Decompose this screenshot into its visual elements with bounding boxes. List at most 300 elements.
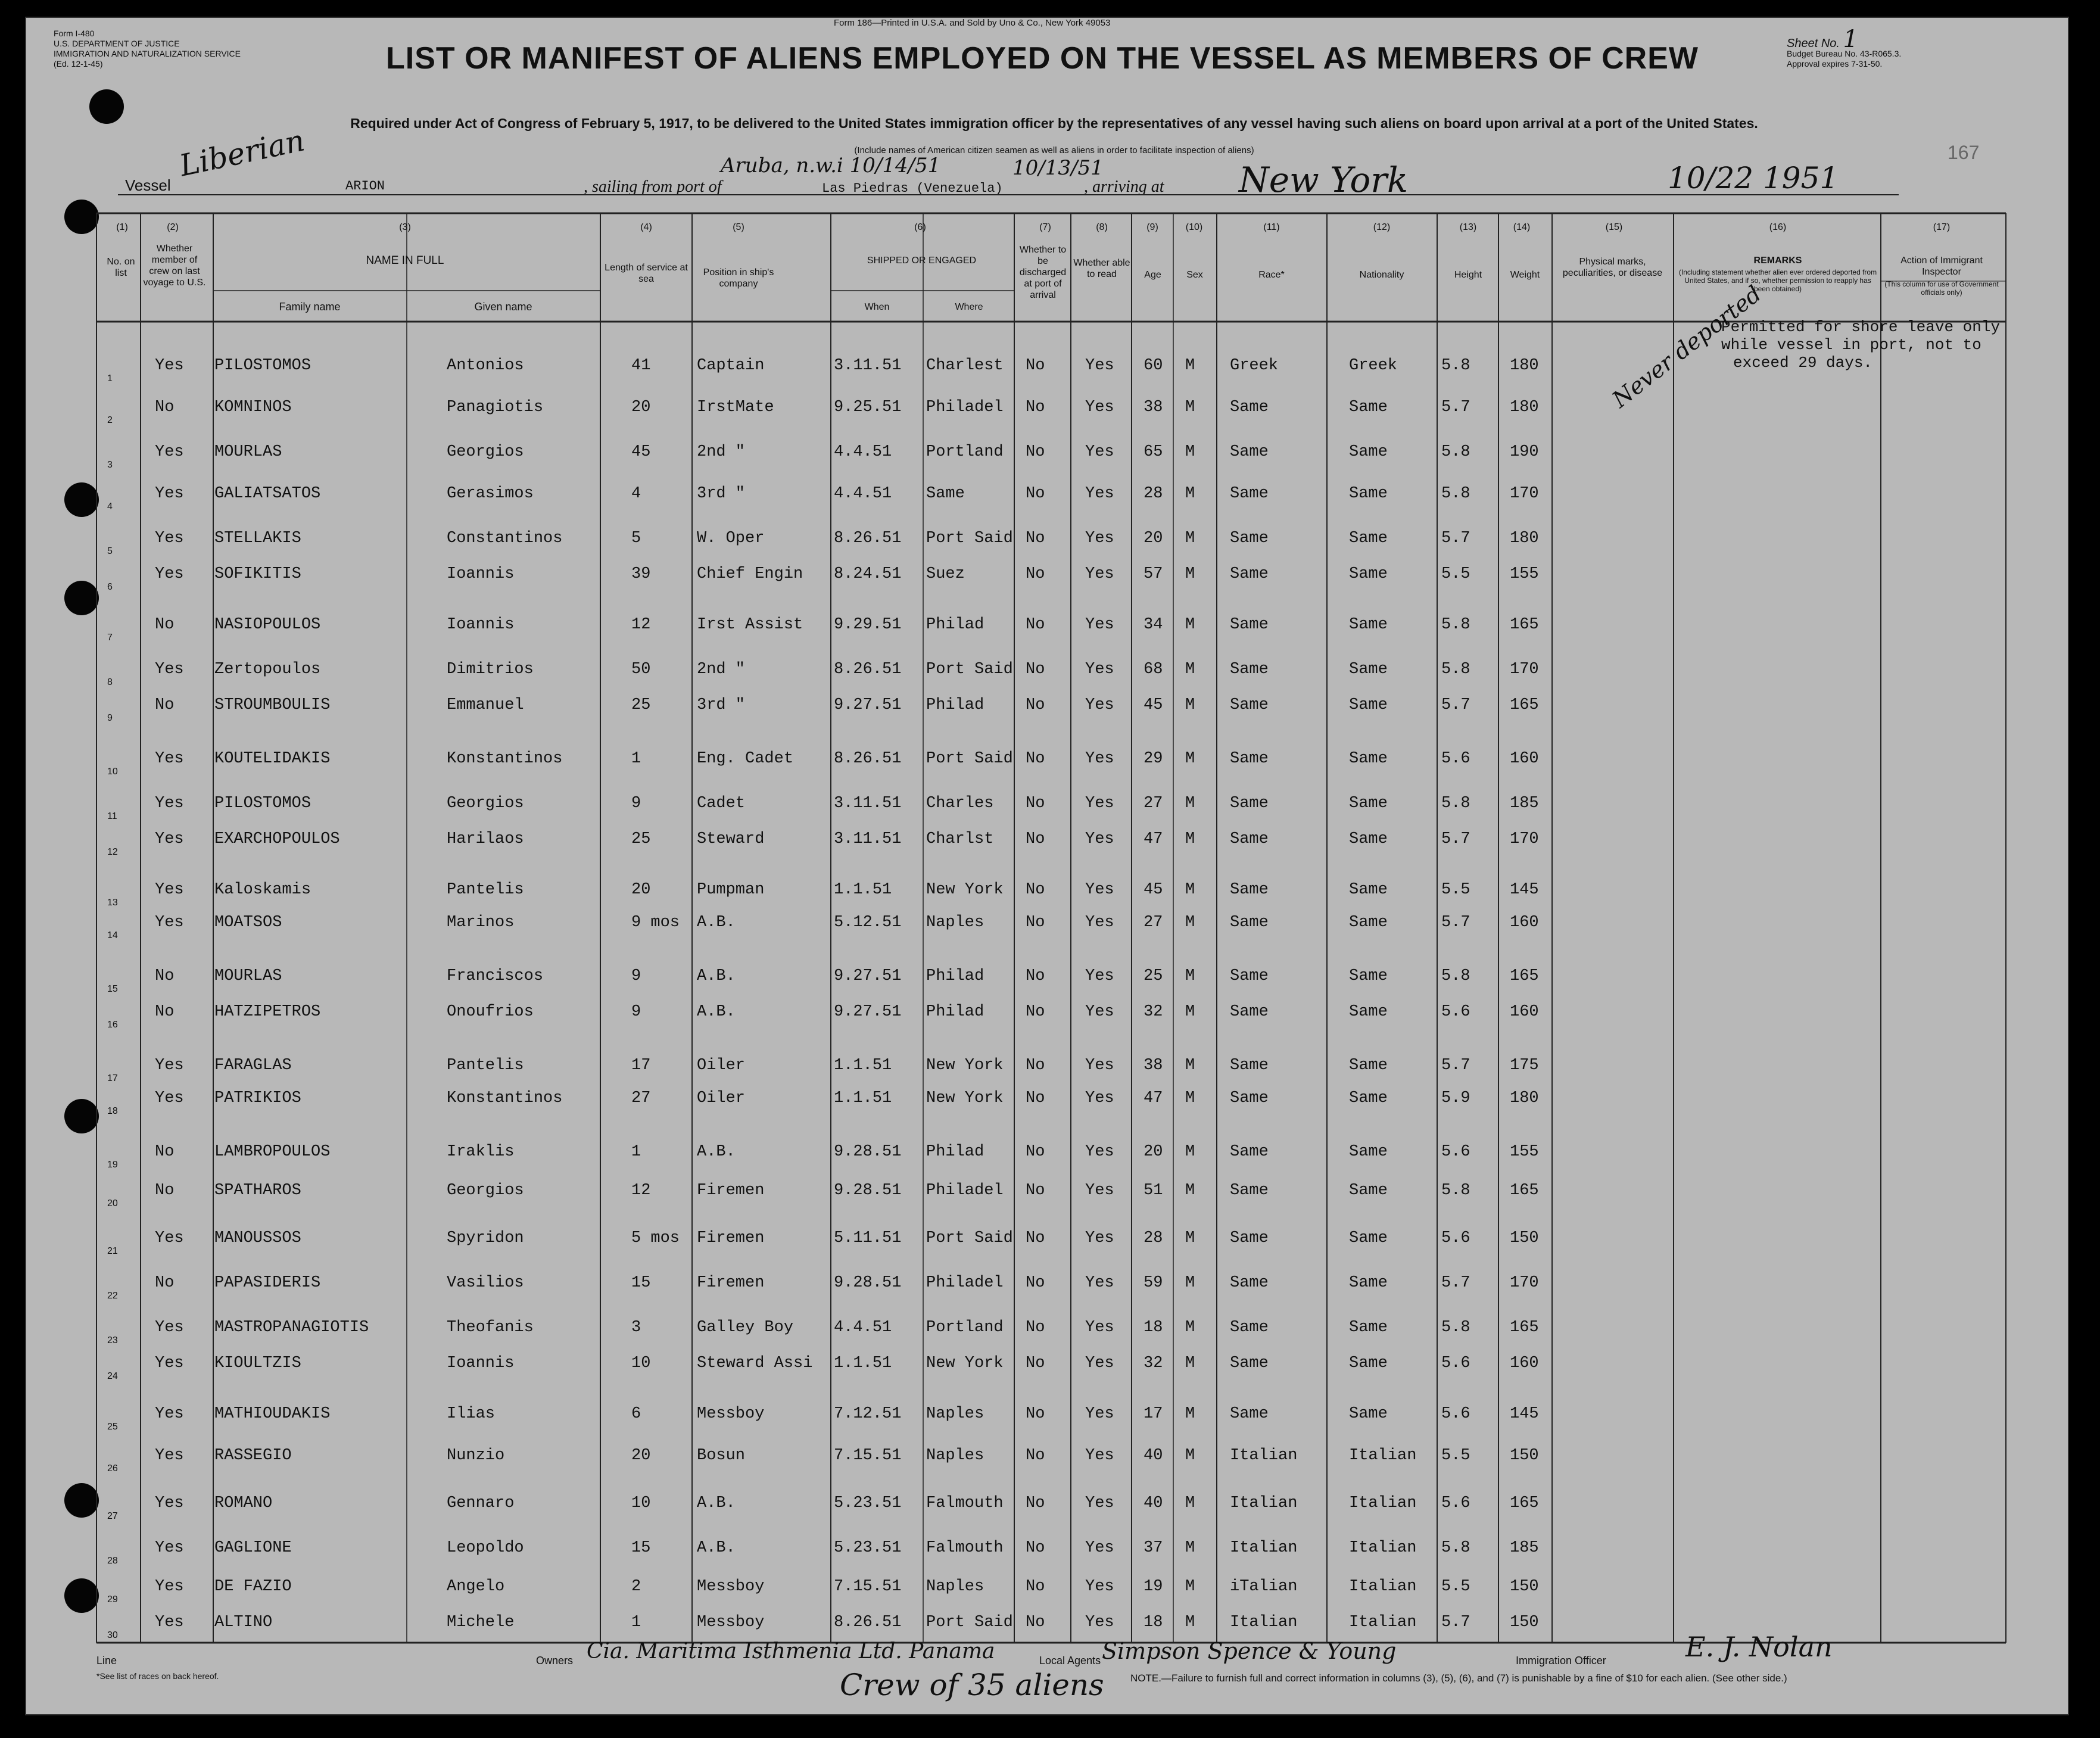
nationality-cell: Same bbox=[1349, 795, 1388, 812]
when-cell: 4.4.51 bbox=[834, 485, 892, 503]
sex-cell: M bbox=[1185, 530, 1195, 547]
colnum-11: (11) bbox=[1263, 222, 1280, 232]
prev-cell: Yes bbox=[155, 795, 184, 812]
family-name-cell: KOMNINOS bbox=[214, 398, 292, 416]
prev-cell: Yes bbox=[155, 1229, 184, 1247]
age-cell: 38 bbox=[1144, 398, 1163, 416]
prev-cell: No bbox=[155, 616, 175, 634]
nationality-cell: Same bbox=[1349, 1057, 1388, 1074]
race-cell: Same bbox=[1230, 1003, 1269, 1021]
read-cell: Yes bbox=[1085, 1405, 1114, 1423]
line-number-cell: 12 bbox=[107, 847, 118, 857]
discharged-cell: No bbox=[1026, 398, 1045, 416]
when-cell: 9.28.51 bbox=[834, 1182, 902, 1200]
position-cell: Irst Assist bbox=[697, 616, 803, 634]
service-cell: 41 bbox=[631, 357, 651, 375]
requirement-text: Required under Act of Congress of February 5, 1917, to be delivered to the United States immigration officer by the representatives of any vessel having such aliens on board upon arrival at a port of the United States. bbox=[350, 116, 1758, 131]
race-cell: Same bbox=[1230, 967, 1269, 985]
sex-cell: M bbox=[1185, 565, 1195, 583]
race-cell: Same bbox=[1230, 398, 1269, 416]
age-cell: 40 bbox=[1144, 1447, 1163, 1465]
weight-cell: 155 bbox=[1510, 565, 1539, 583]
position-cell: IrstMate bbox=[697, 398, 774, 416]
prev-cell: Yes bbox=[155, 1405, 184, 1423]
race-cell: Same bbox=[1230, 830, 1269, 848]
line-number-cell: 10 bbox=[107, 767, 118, 777]
discharged-cell: No bbox=[1026, 795, 1045, 812]
line-number-cell: 14 bbox=[107, 930, 118, 940]
age-cell: 38 bbox=[1144, 1057, 1163, 1074]
race-cell: Same bbox=[1230, 1182, 1269, 1200]
weight-cell: 180 bbox=[1510, 398, 1539, 416]
hdr-action-note: (This column for use of Government officials only) bbox=[1884, 280, 1999, 297]
sex-cell: M bbox=[1185, 443, 1195, 461]
service-cell: 4 bbox=[631, 485, 641, 503]
family-name-cell: KIOULTZIS bbox=[214, 1354, 301, 1372]
race-cell: Italian bbox=[1230, 1614, 1298, 1631]
age-cell: 27 bbox=[1144, 914, 1163, 932]
arrival-port: New York bbox=[1239, 160, 1409, 200]
race-cell: Same bbox=[1230, 1143, 1269, 1161]
race-cell: Same bbox=[1230, 914, 1269, 932]
height-cell: 5.6 bbox=[1441, 1405, 1470, 1423]
stamp-number: 167 bbox=[1948, 142, 1980, 163]
race-cell: Same bbox=[1230, 565, 1269, 583]
nationality-cell: Same bbox=[1349, 530, 1388, 547]
position-cell: Galley Boy bbox=[697, 1319, 794, 1337]
family-name-cell: PILOSTOMOS bbox=[214, 795, 311, 812]
binder-hole bbox=[64, 200, 99, 234]
race-cell: Same bbox=[1230, 1089, 1269, 1107]
service-cell: 1 bbox=[631, 750, 641, 768]
height-cell: 5.7 bbox=[1441, 696, 1470, 714]
nationality-cell: Italian bbox=[1349, 1539, 1417, 1557]
service-cell: 25 bbox=[631, 830, 651, 848]
discharged-cell: No bbox=[1026, 530, 1045, 547]
edition: (Ed. 12-1-45) bbox=[54, 59, 103, 68]
service-name: IMMIGRATION AND NATURALIZATION SERVICE bbox=[54, 49, 241, 58]
sex-cell: M bbox=[1185, 485, 1195, 503]
when-cell: 9.27.51 bbox=[834, 1003, 902, 1021]
prev-cell: Yes bbox=[155, 1614, 184, 1631]
line-number-cell: 9 bbox=[107, 713, 113, 723]
given-name-cell: Iraklis bbox=[447, 1143, 515, 1161]
given-name-cell: Harilaos bbox=[447, 830, 524, 848]
nationality-cell: Italian bbox=[1349, 1494, 1417, 1512]
where-cell: Port Said bbox=[926, 750, 1013, 768]
weight-cell: 165 bbox=[1510, 1494, 1539, 1512]
service-cell: 3 bbox=[631, 1319, 641, 1337]
position-cell: W. Oper bbox=[697, 530, 765, 547]
weight-cell: 185 bbox=[1510, 1539, 1539, 1557]
line-number-cell: 2 bbox=[107, 415, 113, 425]
discharged-cell: No bbox=[1026, 1057, 1045, 1074]
read-cell: Yes bbox=[1085, 443, 1114, 461]
when-cell: 9.27.51 bbox=[834, 696, 902, 714]
age-cell: 32 bbox=[1144, 1354, 1163, 1372]
race-cell: Same bbox=[1230, 1319, 1269, 1337]
family-name-cell: SPATHAROS bbox=[214, 1182, 301, 1200]
read-cell: Yes bbox=[1085, 1089, 1114, 1107]
sex-cell: M bbox=[1185, 357, 1195, 375]
given-name-cell: Georgios bbox=[447, 1182, 524, 1200]
crew-total: Crew of 35 aliens bbox=[840, 1668, 1104, 1702]
given-name-cell: Konstantinos bbox=[447, 1089, 563, 1107]
colnum-8: (8) bbox=[1096, 222, 1108, 232]
sheet-number: 1 bbox=[1843, 26, 1858, 53]
when-cell: 7.12.51 bbox=[834, 1405, 902, 1423]
given-name-cell: Franciscos bbox=[447, 967, 544, 985]
sheet-label: Sheet No. bbox=[1787, 37, 1840, 50]
nationality-cell: Greek bbox=[1349, 357, 1398, 375]
when-cell: 4.4.51 bbox=[834, 1319, 892, 1337]
sheet-block bbox=[1787, 26, 1902, 69]
read-cell: Yes bbox=[1085, 398, 1114, 416]
height-cell: 5.8 bbox=[1441, 1539, 1470, 1557]
family-name-cell: STROUMBOULIS bbox=[214, 696, 331, 714]
weight-cell: 160 bbox=[1510, 914, 1539, 932]
colnum-10: (10) bbox=[1185, 222, 1203, 232]
height-cell: 5.8 bbox=[1441, 661, 1470, 678]
service-cell: 20 bbox=[631, 881, 651, 899]
discharged-cell: No bbox=[1026, 881, 1045, 899]
family-name-cell: PILOSTOMOS bbox=[214, 357, 311, 375]
sex-cell: M bbox=[1185, 1057, 1195, 1074]
printer-line: Form 186—Printed in U.S.A. and Sold by Uno & Co., New York 49053 bbox=[834, 18, 1111, 28]
colnum-2: (2) bbox=[167, 222, 179, 232]
where-cell: Portland bbox=[926, 443, 1004, 461]
sex-cell: M bbox=[1185, 1539, 1195, 1557]
where-cell: Suez bbox=[926, 565, 965, 583]
service-cell: 5 mos bbox=[631, 1229, 680, 1247]
when-cell: 3.11.51 bbox=[834, 795, 902, 812]
nationality-cell: Same bbox=[1349, 616, 1388, 634]
line-number-cell: 27 bbox=[107, 1511, 118, 1521]
weight-cell: 180 bbox=[1510, 530, 1539, 547]
prev-cell: Yes bbox=[155, 661, 184, 678]
read-cell: Yes bbox=[1085, 661, 1114, 678]
line-number-cell: 5 bbox=[107, 546, 113, 556]
line-number-cell: 19 bbox=[107, 1160, 118, 1170]
discharged-cell: No bbox=[1026, 1143, 1045, 1161]
position-cell: Oiler bbox=[697, 1089, 746, 1107]
colnum-9: (9) bbox=[1146, 222, 1158, 232]
colnum-7: (7) bbox=[1039, 222, 1051, 232]
arriving-label: , arriving at bbox=[1084, 177, 1164, 196]
position-cell: A.B. bbox=[697, 914, 736, 932]
nationality-cell: Italian bbox=[1349, 1447, 1417, 1465]
service-cell: 1 bbox=[631, 1614, 641, 1631]
discharged-cell: No bbox=[1026, 1089, 1045, 1107]
age-cell: 51 bbox=[1144, 1182, 1163, 1200]
sex-cell: M bbox=[1185, 1319, 1195, 1337]
read-cell: Yes bbox=[1085, 565, 1114, 583]
position-cell: 3rd " bbox=[697, 696, 746, 714]
prev-cell: Yes bbox=[155, 750, 184, 768]
height-cell: 5.5 bbox=[1441, 1578, 1470, 1596]
prev-cell: No bbox=[155, 398, 175, 416]
where-cell: Portland bbox=[926, 1319, 1004, 1337]
read-cell: Yes bbox=[1085, 795, 1114, 812]
hdr-sex: Sex bbox=[1186, 270, 1203, 280]
age-cell: 20 bbox=[1144, 1143, 1163, 1161]
line-number-cell: 4 bbox=[107, 502, 113, 512]
hdr-no-on-list: No. on list bbox=[107, 257, 135, 278]
colnum-3: (3) bbox=[399, 222, 411, 232]
department-block bbox=[54, 29, 241, 69]
family-name-cell: Kaloskamis bbox=[214, 881, 311, 899]
colnum-6: (6) bbox=[914, 222, 926, 232]
given-name-cell: Antonios bbox=[447, 357, 524, 375]
sex-cell: M bbox=[1185, 914, 1195, 932]
remarks-typed-2: while vessel in port, not to bbox=[1721, 336, 1981, 354]
where-cell: Falmouth bbox=[926, 1494, 1004, 1512]
vessel-line-rule bbox=[118, 194, 1899, 195]
given-name-cell: Pantelis bbox=[447, 1057, 524, 1074]
when-cell: 1.1.51 bbox=[834, 1354, 892, 1372]
remarks-typed-1: Permitted for shore leave only bbox=[1721, 318, 2001, 336]
line-number-cell: 24 bbox=[107, 1371, 118, 1381]
line-number-cell: 28 bbox=[107, 1556, 118, 1566]
sex-cell: M bbox=[1185, 1405, 1195, 1423]
owners-value: Cia. Maritima Isthmenia Ltd. Panama bbox=[587, 1639, 995, 1664]
prev-cell: Yes bbox=[155, 1354, 184, 1372]
colnum-1: (1) bbox=[116, 222, 128, 232]
read-cell: Yes bbox=[1085, 1003, 1114, 1021]
sex-cell: M bbox=[1185, 750, 1195, 768]
binder-hole bbox=[64, 581, 99, 615]
include-note: (Include names of American citizen seamen as well as aliens in order to facilitate inspection of aliens) bbox=[854, 145, 1254, 155]
sex-cell: M bbox=[1185, 1494, 1195, 1512]
where-cell: Falmouth bbox=[926, 1539, 1004, 1557]
position-cell: Eng. Cadet bbox=[697, 750, 794, 768]
service-cell: 9 bbox=[631, 795, 641, 812]
service-cell: 25 bbox=[631, 696, 651, 714]
arrival-date: 10/22 1951 bbox=[1668, 161, 1839, 195]
sex-cell: M bbox=[1185, 1143, 1195, 1161]
vessel-name: ARION bbox=[345, 179, 385, 194]
given-name-cell: Ioannis bbox=[447, 1354, 515, 1372]
position-cell: A.B. bbox=[697, 1003, 736, 1021]
hdr-where: Where bbox=[955, 302, 983, 312]
race-cell: Greek bbox=[1230, 357, 1279, 375]
read-cell: Yes bbox=[1085, 967, 1114, 985]
sex-cell: M bbox=[1185, 967, 1195, 985]
family-name-cell: ROMANO bbox=[214, 1494, 273, 1512]
prev-cell: No bbox=[155, 967, 175, 985]
family-name-cell: PAPASIDERIS bbox=[214, 1274, 321, 1292]
weight-cell: 170 bbox=[1510, 661, 1539, 678]
race-cell: Same bbox=[1230, 1274, 1269, 1292]
service-cell: 1 bbox=[631, 1143, 641, 1161]
where-cell: Philadel bbox=[926, 398, 1004, 416]
race-cell: Same bbox=[1230, 1229, 1269, 1247]
height-cell: 5.8 bbox=[1441, 1319, 1470, 1337]
discharged-cell: No bbox=[1026, 357, 1045, 375]
service-cell: 9 bbox=[631, 1003, 641, 1021]
where-cell: New York bbox=[926, 1057, 1004, 1074]
race-cell: Same bbox=[1230, 795, 1269, 812]
height-cell: 5.8 bbox=[1441, 795, 1470, 812]
position-cell: Messboy bbox=[697, 1405, 765, 1423]
position-cell: A.B. bbox=[697, 1539, 736, 1557]
weight-cell: 155 bbox=[1510, 1143, 1539, 1161]
family-name-cell: DE FAZIO bbox=[214, 1578, 292, 1596]
where-cell: Philad bbox=[926, 616, 984, 634]
sex-cell: M bbox=[1185, 795, 1195, 812]
weight-cell: 165 bbox=[1510, 1182, 1539, 1200]
age-cell: 18 bbox=[1144, 1614, 1163, 1631]
family-name-cell: GAGLIONE bbox=[214, 1539, 292, 1557]
when-cell: 9.27.51 bbox=[834, 967, 902, 985]
port-date-handwritten: 10/13/51 bbox=[1012, 156, 1104, 180]
when-cell: 5.12.51 bbox=[834, 914, 902, 932]
age-cell: 20 bbox=[1144, 530, 1163, 547]
sex-cell: M bbox=[1185, 1089, 1195, 1107]
weight-cell: 180 bbox=[1510, 1089, 1539, 1107]
colnum-16: (16) bbox=[1769, 222, 1787, 232]
sex-cell: M bbox=[1185, 1274, 1195, 1292]
height-cell: 5.7 bbox=[1441, 1614, 1470, 1631]
read-cell: Yes bbox=[1085, 1354, 1114, 1372]
age-cell: 60 bbox=[1144, 357, 1163, 375]
where-cell: Naples bbox=[926, 1578, 984, 1596]
line-number-cell: 22 bbox=[107, 1291, 118, 1301]
position-cell: 2nd " bbox=[697, 443, 746, 461]
where-cell: Port Said bbox=[926, 661, 1013, 678]
read-cell: Yes bbox=[1085, 485, 1114, 503]
where-cell: Philad bbox=[926, 967, 984, 985]
races-note: *See list of races on back hereof. bbox=[96, 1671, 219, 1681]
prev-cell: Yes bbox=[155, 443, 184, 461]
given-name-cell: Angelo bbox=[447, 1578, 505, 1596]
owners-label: Owners bbox=[536, 1655, 574, 1667]
position-cell: Chief Engin bbox=[697, 565, 803, 583]
family-name-cell: PATRIKIOS bbox=[214, 1089, 301, 1107]
prev-cell: Yes bbox=[155, 830, 184, 848]
weight-cell: 150 bbox=[1510, 1578, 1539, 1596]
position-cell: Steward bbox=[697, 830, 765, 848]
height-cell: 5.8 bbox=[1441, 967, 1470, 985]
hdr-nationality: Nationality bbox=[1359, 270, 1404, 280]
height-cell: 5.6 bbox=[1441, 1494, 1470, 1512]
nationality-cell: Same bbox=[1349, 1405, 1388, 1423]
line-number-cell: 23 bbox=[107, 1335, 118, 1345]
sex-cell: M bbox=[1185, 398, 1195, 416]
discharged-cell: No bbox=[1026, 1494, 1045, 1512]
where-cell: Charles bbox=[926, 795, 994, 812]
given-name-cell: Michele bbox=[447, 1614, 515, 1631]
given-name-cell: Ilias bbox=[447, 1405, 496, 1423]
prev-cell: Yes bbox=[155, 1057, 184, 1074]
read-cell: Yes bbox=[1085, 1319, 1114, 1337]
hdr-physical-marks: Physical marks, peculiarities, or disease bbox=[1562, 257, 1663, 278]
given-name-cell: Onoufrios bbox=[447, 1003, 534, 1021]
nationality-cell: Same bbox=[1349, 1143, 1388, 1161]
line-number-cell: 11 bbox=[107, 811, 117, 821]
age-cell: 68 bbox=[1144, 661, 1163, 678]
service-cell: 5 bbox=[631, 530, 641, 547]
line-label: Line bbox=[96, 1655, 117, 1667]
when-cell: 8.26.51 bbox=[834, 1614, 902, 1631]
age-cell: 47 bbox=[1144, 1089, 1163, 1107]
height-cell: 5.7 bbox=[1441, 1057, 1470, 1074]
hdr-position: Position in ship's company bbox=[703, 267, 774, 289]
weight-cell: 170 bbox=[1510, 485, 1539, 503]
age-cell: 27 bbox=[1144, 795, 1163, 812]
age-cell: 29 bbox=[1144, 750, 1163, 768]
discharged-cell: No bbox=[1026, 1614, 1045, 1631]
height-cell: 5.6 bbox=[1441, 1354, 1470, 1372]
height-cell: 5.6 bbox=[1441, 1229, 1470, 1247]
family-name-cell: SOFIKITIS bbox=[214, 565, 301, 583]
service-cell: 27 bbox=[631, 1089, 651, 1107]
service-cell: 2 bbox=[631, 1578, 641, 1596]
nationality-cell: Same bbox=[1349, 830, 1388, 848]
agents-value: Simpson Spence & Young bbox=[1102, 1638, 1397, 1664]
given-name-cell: Leopoldo bbox=[447, 1539, 524, 1557]
discharged-cell: No bbox=[1026, 1003, 1045, 1021]
nationality-cell: Same bbox=[1349, 750, 1388, 768]
service-cell: 20 bbox=[631, 1447, 651, 1465]
service-cell: 17 bbox=[631, 1057, 651, 1074]
hdr-weight: Weight bbox=[1510, 270, 1540, 280]
read-cell: Yes bbox=[1085, 914, 1114, 932]
given-name-cell: Pantelis bbox=[447, 881, 524, 899]
read-cell: Yes bbox=[1085, 1447, 1114, 1465]
line-number-cell: 16 bbox=[107, 1020, 118, 1030]
prev-cell: Yes bbox=[155, 1578, 184, 1596]
age-cell: 28 bbox=[1144, 1229, 1163, 1247]
hdr-remarks: REMARKS bbox=[1753, 256, 1802, 266]
service-cell: 12 bbox=[631, 616, 651, 634]
vessel-label: Vessel bbox=[125, 176, 171, 194]
discharged-cell: No bbox=[1026, 696, 1045, 714]
position-cell: Pumpman bbox=[697, 881, 765, 899]
given-name-cell: Konstantinos bbox=[447, 750, 563, 768]
port-handwritten: Aruba, n.w.i 10/14/51 bbox=[721, 154, 941, 177]
weight-cell: 150 bbox=[1510, 1447, 1539, 1465]
height-cell: 5.5 bbox=[1441, 565, 1470, 583]
hdr-race: Race* bbox=[1258, 270, 1285, 280]
position-cell: 3rd " bbox=[697, 485, 746, 503]
prev-cell: Yes bbox=[155, 914, 184, 932]
sex-cell: M bbox=[1185, 661, 1195, 678]
age-cell: 45 bbox=[1144, 696, 1163, 714]
hdr-shipped: SHIPPED OR ENGAGED bbox=[867, 256, 977, 266]
nationality-cell: Same bbox=[1349, 661, 1388, 678]
family-name-cell: HATZIPETROS bbox=[214, 1003, 321, 1021]
line-number-cell: 3 bbox=[107, 460, 113, 470]
discharged-cell: No bbox=[1026, 1229, 1045, 1247]
nationality-cell: Same bbox=[1349, 914, 1388, 932]
where-cell: Port Said bbox=[926, 530, 1013, 547]
race-cell: Same bbox=[1230, 443, 1269, 461]
when-cell: 3.11.51 bbox=[834, 830, 902, 848]
prev-cell: No bbox=[155, 1003, 175, 1021]
family-name-cell: MATHIOUDAKIS bbox=[214, 1405, 331, 1423]
where-cell: Philadel bbox=[926, 1274, 1004, 1292]
prev-cell: No bbox=[155, 1182, 175, 1200]
height-cell: 5.8 bbox=[1441, 616, 1470, 634]
department-name: U.S. DEPARTMENT OF JUSTICE bbox=[54, 39, 180, 48]
discharged-cell: No bbox=[1026, 565, 1045, 583]
where-cell: Charlest bbox=[926, 357, 1004, 375]
family-name-cell: MANOUSSOS bbox=[214, 1229, 301, 1247]
read-cell: Yes bbox=[1085, 357, 1114, 375]
read-cell: Yes bbox=[1085, 830, 1114, 848]
hdr-able-to-read: Whether able to read bbox=[1073, 258, 1130, 279]
